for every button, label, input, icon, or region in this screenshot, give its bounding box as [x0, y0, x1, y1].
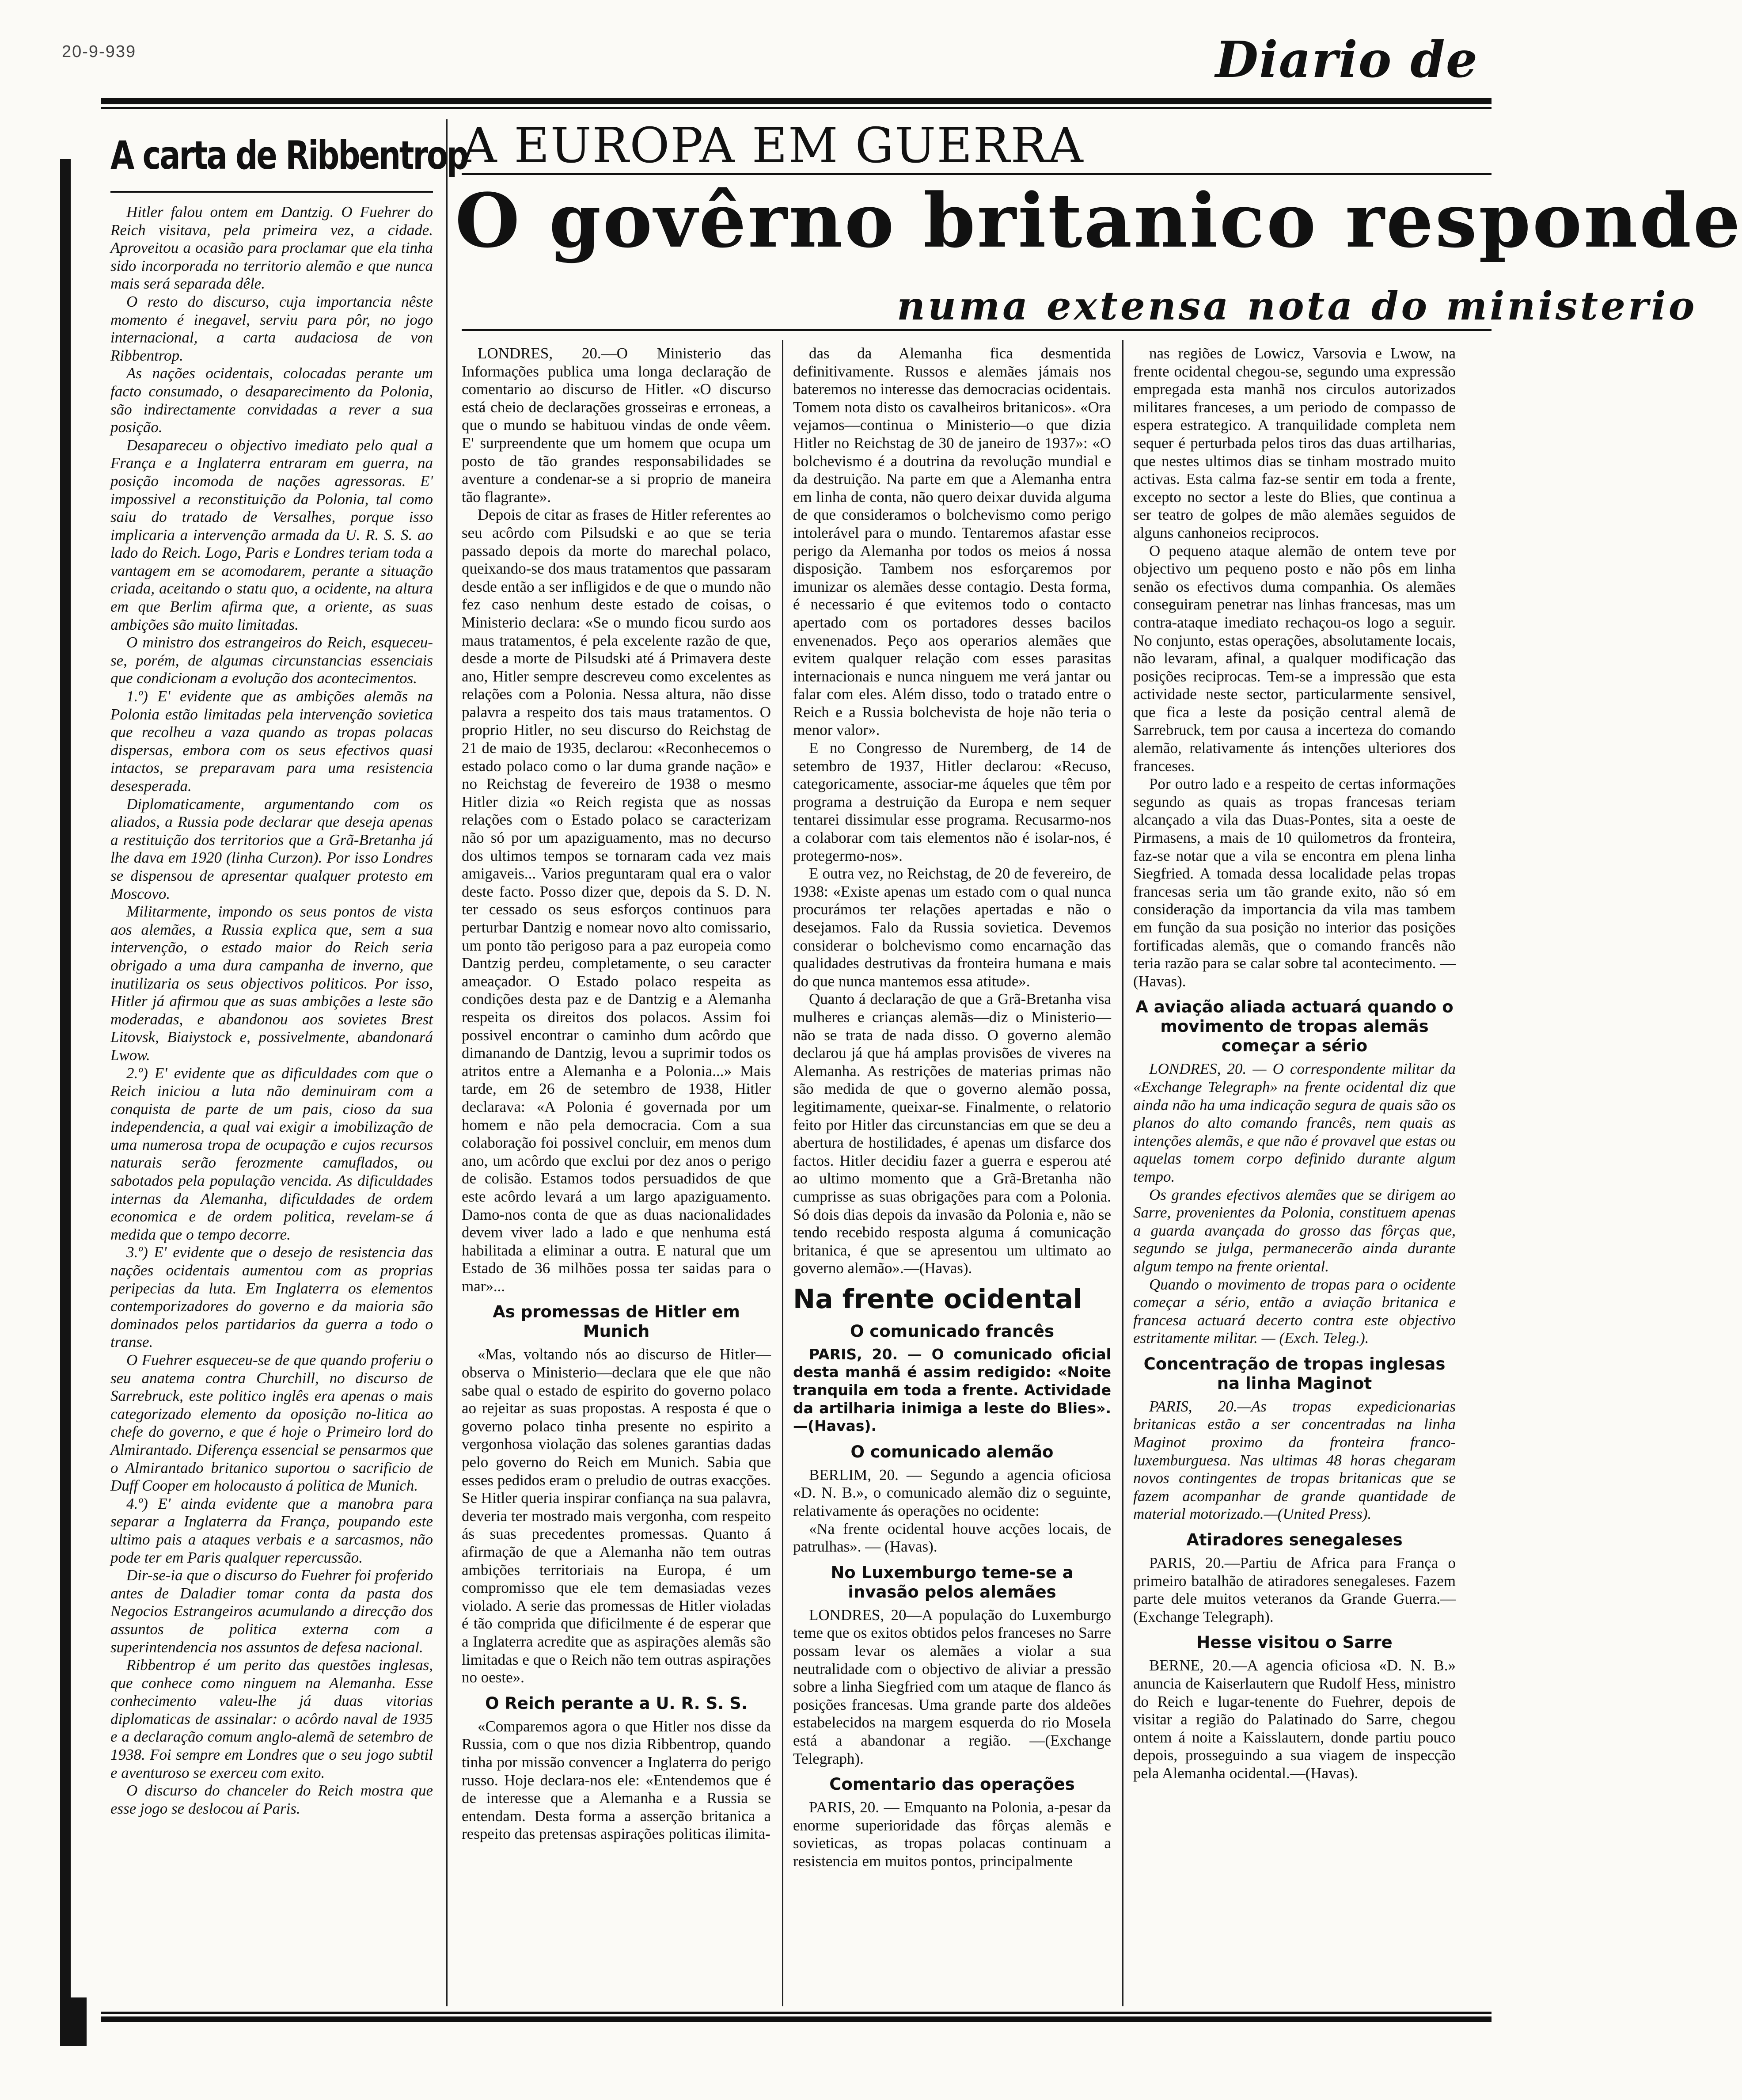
subheading-aviacao: A aviação aliada actuará quando o movimento de tropas alemãs começar a sério [1135, 997, 1454, 1056]
editorial-paragraph: As nações ocidentais, colocadas perante um facto consumado, o desaparecimento da Polonia, são indirectamente convidadas a rever a sua posição. [110, 365, 433, 436]
article-paragraph: Quanto á declaração de que a Grã-Bretanha visa mulheres e crianças alemãs—diz o Ministerio—não se trata de nada disso. O governo alemão declarou já que há amplas provisões de viveres na Alemanha. As restrições de materias primas não são medida de que o governo alemão possa, legitimamente, queixar-se. Finalmente, o relatorio feito por Hitler das circunstancias em que se deu a abertura de hostilidades, é apenas um disfarce dos factos. Hitler decidiu fazer a guerra e esperou até ao ultimo momento que a Grã-Bretanha não cumprisse as suas obrigações para com a Polonia. Só dois dias depois da invasão da Polonia e, não se tendo recebido resposta alguma á comunicação britanica, é que se apresentou um ultimato ao governo alemão».—(Havas). [793, 990, 1111, 1277]
luxemburgo-text: LONDRES, 20—A população do Luxemburgo teme que os exitos obtidos pelos franceses no Sarre possam levar os alemães a violar a sua neutralidade com o objectivo de aliviar a pressão sobre a linha Siegfried com um ataque de flanco ás posições francesas. Uma grande parte dos aldeões estabelecidos na margem esquerda do rio Mosela está a abandonar a região. —(Exchange Telegraph). [793, 1606, 1111, 1767]
section-heading-frente-ocidental: Na frente ocidental [793, 1283, 1082, 1315]
subhead-rule [462, 329, 1492, 331]
column-2 [462, 345, 771, 2006]
article-paragraph: Depois de citar as frases de Hitler referentes ao seu acôrdo com Pilsudski e ao que se teria passado depois da morte do marechal polaco, queixando-se dos maus tratamentos que passaram desde então a ser infligidos e de que o mundo não fez caso nenhum deste estado de coisas, o Ministerio declara: «Se o mundo ficou surdo aos maus tratamentos, é pela excelente razão de que, desde a morte de Pilsudski até á Primavera deste ano, Hitler sempre descreveu como excelentes as relações com a Polonia. Nessa altura, não disse palavra a respeito dos tais maus tratamentos. O proprio Hitler, no seu discurso do Reichstag de 21 de maio de 1935, declarou: «Reconhecemos o estado polaco como o lar duma grande nação» e no Reichstag de fevereiro de 1938 o mesmo Hitler dizia «o Reich regista que as nossas relações com o Estado polaco se caracterizam não só por um apaziguamento, mas no decurso dos ultimos tempos se tornaram cada vez mais amigaveis... Varios preguntaram qual era o valor deste facto. Posso dizer que, depois da S. D. N. ter cessado os seus esforços continuos para perturbar Dantzig e nomear novo alto comissario, um ponto tão perigoso para a paz europeia como Dantzig perdeu, completamente, o seu caracter ameaçador. O Estado polaco respeita as condições desta paz e de Dantzig e a Alemanha respeita os direitos dos polacos. Assim foi possivel encontrar o caminho dum acôrdo que dimanando de Dantzig, levou a suprimir todos os atritos entre a Alemanha e a Polonia...» Mais tarde, em 26 de setembro de 1938, Hitler declarava: «A Polonia é governada por um homem e não pela democracia. Com a sua colaboração foi possivel concluir, em menos dum ano, um acôrdo que exclui por dez anos o perigo de colisão. Estamos todos persuadidos de que este acôrdo levará a um largo apaziguamento. Damo-nos conta de que as duas nacionalidades devem viver lado a lado e que nenhuma está habilitada a eliminar a outra. E natural que um Estado de 36 milhões possa ter saidas para o mar»... [462, 506, 771, 1295]
editorial-paragraph: 1.º) E' evidente que as ambições alemãs na Polonia estão limitadas pela intervenção sovietica que recolheu a vaza quando as tropas polacas dispersas, embora com os seus efectivos quasi intactos, se preparavam para uma resistencia desesperada. [110, 688, 433, 795]
subheading-senegaleses: Atiradores senegaleses [1186, 1530, 1403, 1550]
column-2-body [462, 345, 771, 1295]
main-headline: O govêrno britanico responde [455, 177, 1742, 264]
editorial-paragraph: Militarmente, impondo os seus pontos de vista aos alemães, a Russia explica que, sem a sua intervenção, o estado maior do Reich seria obrigado a uma dura campanha de inverno, que inutilizaria os seus objectivos politicos. Por isso, Hitler já afirmou que as suas ambições a leste são moderadas, e abandonou aos sovietes Brest Litovsk, Biaiystock e, possivelmente, abandonará Lwow. [110, 903, 433, 1064]
editorial-paragraph: Desapareceu o objectivo imediato pelo qual a França e a Inglaterra entraram em guerra, na posição incomoda de nações agressoras. E' impossivel a reconstituição da Polonia, tal como saiu do tratado de Versalhes, porque isso implicaria a intervenção armada da U. R. S. S. ao lado do Reich. Logo, Paris e Londres teriam toda a vantagem em se acomodarem, perante a situação criada, aceitando o statu quo, a ocidente, na altura em que Berlim afirma que, a oriente, as suas ambições são muito limitadas. [110, 436, 433, 633]
aviacao-text [1133, 1060, 1456, 1347]
section-heading-munich: As promessas de Hitler em Munich [493, 1302, 740, 1341]
subheading-hess: Hesse visitou o Sarre [1196, 1633, 1393, 1652]
editorial-paragraph: 3.º) E' evidente que o desejo de resistencia das nações ocidentais aumentou com as proprias peripecias da luta. Em Inglaterra os elementos contemporizadores do governo e da maioria são dominados pelos partidarios da guerra a todo o transe. [110, 1244, 433, 1351]
hess-text: BERNE, 20.—A agencia oficiosa «D. N. B.» anuncia de Kaiserlautern que Rudolf Hess, ministro do Reich e lugar-tenente do Fuehrer, depois de visitar a região do Palatinado do Sarre, chegou ontem á noite a Kaisslautern, donde partiu pouco depois, prosseguindo a sua viagem de inspecção pela Alemanha ocidental.—(Havas). [1133, 1657, 1456, 1782]
column-4-body [1133, 345, 1456, 990]
column-4 [1133, 345, 1456, 2006]
editorial-paragraph: 2.º) E' evidente que as dificuldades com que o Reich iniciou a luta não deminuiram com a conquista de parte de um pais, cioso da sua independencia, a qual vai exigir a imobilização de uma numerosa tropa de ocupação e cujos recursos naturais serão ferozmente camuflados, ou sabotados pela população vencida. As dificuldades internas da Alemanha, dificuldades de ordem economica e de ordem politica, revelam-se á medida que o tempo decorre. [110, 1064, 433, 1243]
article-paragraph: E outra vez, no Reichstag, de 20 de fevereiro, de 1938: «Existe apenas um estado com o qual nunca procurámos ter relações apertadas e não o desejamos. Falo da Russia sovietica. Devemos considerar o bolchevismo como encarnação das qualidades destrutivas da fronteira humana e mais do que nunca mantemos essa atitude». [793, 865, 1111, 990]
article-paragraph: nas regiões de Lowicz, Varsovia e Lwow, na frente ocidental chegou-se, segundo uma expressão empregada esta manhã nos circulos autorizados militares franceses, a um periodo de compasso de espera estrategico. A tranquilidade completa nem sequer é perturbada pelos tiros das duas artilharias, que nestes ultimos dias se tinham mostrado muito activas. Esta calma faz-se sentir em toda a frente, excepto no sector a leste do Blies, que continua a ser teatro de golpes de mão alemães seguidos de alguns canhoneios reciprocos. [1133, 345, 1456, 541]
article-paragraph: Quando o movimento de tropas para o ocidente começar a sério, então a aviação britanica e francesa actuará decerto contra este objectivo estritamente militar. — (Exch. Teleg.). [1133, 1275, 1456, 1347]
article-paragraph: BERLIM, 20. — Segundo a agencia oficiosa «D. N. B.», o comunicado alemão diz o seguinte, relativamente ás operações no ocidente: [793, 1466, 1111, 1520]
senegaleses-text: PARIS, 20.—Partiu de Africa para França o primeiro batalhão de atiradores senegaleses. Fazem parte dele muitos veteranos da Grande Guerra.— (Exchange Telegraph). [1133, 1554, 1456, 1625]
page-date: 20-9-939 [62, 42, 137, 61]
section-heading-urss: O Reich perante a U. R. S. S. [485, 1693, 748, 1713]
article-paragraph: LONDRES, 20. — O correspondente militar da «Exchange Telegraph» na frente ocidental diz que ainda não ha uma indicação segura de quais são os planos do alto comando francês, nem quais as intenções alemãs, e que não é provavel que estas ou aquelas tomem corpo definido durante algum tempo. [1133, 1060, 1456, 1185]
column-3 [793, 345, 1111, 2006]
subheading-comunicado-frances: O comunicado francês [850, 1321, 1054, 1341]
editorial-paragraph: 4.º) E' ainda evidente que a manobra para separar a Inglaterra da França, poupando este ultimo pais a ataques verbais e a sarcasmos, não pode ter em Paris qualquer repercussão. [110, 1495, 433, 1566]
editorial-paragraph: O Fuehrer esqueceu-se de que quando proferiu o seu anatema contra Churchill, no discurso de Sarrebruck, este politico inglês era apenas o mais categorizado elemento da oposição no-litica ao chefe do governo, e que é hoje o Primeiro lord do Almirantado. Diferença essencial se pensarmos que o Almirantado britanico suportou o sacrificio de Duff Cooper em holocausto á politica de Munich. [110, 1351, 433, 1495]
editorial-paragraph: Diplomaticamente, argumentando com os aliados, a Russia pode declarar que deseja apenas a restituição dos territorios que a Grã-Bretanha já lhe dava em 1920 (linha Curzon). Por isso Londres se dispensou de apresentar qualquer protesto em Moscovo. [110, 795, 433, 902]
article-paragraph: O pequeno ataque alemão de ontem teve por objectivo um pequeno posto e não pôs em linha senão os efectivos duma companhia. Os alemães conseguiram penetrar nas linhas francesas, mas um contra-ataque imediato rechaçou-os logo a seguir. No conjunto, estas operações, absolutamente locais, não levaram, afinal, a qualquer modificação das posições reciprocas. Tem-se a impressão que esta actividade neste sector, particularmente sensivel, que fica a leste da posição central alemã de Sarrebruck, tem por causa a incerteza do comando alemão, relativamente ás intenções ulteriores dos franceses. [1133, 542, 1456, 775]
maginot-text: PARIS, 20.—As tropas expedicionarias britanicas estão a ser concentradas na linha Maginot proximo da fronteira franco-luxemburguesa. Nas ultimas 48 horas chegaram novos contingentes de tropas britanicas que se fazem acompanhar de grande quantidade de material motorizado.—(United Press). [1133, 1397, 1456, 1523]
section-kicker: A EUROPA EM GUERRA [462, 117, 1084, 174]
column-3-body [793, 345, 1111, 1278]
article-paragraph: LONDRES, 20.—O Ministerio das Informações publica uma longa declaração de comentario ao discurso de Hitler. «O discurso está cheio de declarações grosseiras e erroneas, a que o mundo se habituou vindas de onde vêem. E' surpreendente que um homem que ocupa um posto de tão grandes responsabilidades se aventure a condenar-se a si proprio de maneira tão flagrante». [462, 345, 771, 506]
editorial-paragraph: Ribbentrop é um perito das questões inglesas, que conhece como ninguem na Alemanha. Esse conhecimento valeu-lhe já duas vitorias diplomaticas de assinalar: o acôrdo naval de 1935 e a declaração comum anglo-alemã de setembro de 1938. Foi sempre em Londres que o seu jogo subtil e aventuroso se exerceu com exito. [110, 1656, 433, 1781]
editorial-paragraph: O resto do discurso, cuja importancia nêste momento é inegavel, serviu para pôr, no jogo internacional, a carta audaciosa de von Ribbentrop. [110, 293, 433, 364]
subheading-luxemburgo: No Luxemburgo teme-se a invasão pelos alemães [831, 1563, 1074, 1602]
subheading-maginot: Concentração de tropas inglesas na linha Maginot [1143, 1354, 1446, 1393]
subheading-operacoes: Comentario das operações [829, 1775, 1075, 1794]
article-paragraph: «Na frente ocidental houve acções locais, de patrulhas». — (Havas). [793, 1520, 1111, 1556]
editorial-paragraph: Dir-se-ia que o discurso do Fuehrer foi proferido antes de Daladier tomar conta da pasta dos Negocios Estrangeiros acumulando a direcção dos assuntos de politica externa com a superintendencia nos assuntos de defesa nacional. [110, 1567, 433, 1656]
editorial-paragraph: O discurso do chanceler do Reich mostra que esse jogo se deslocou aí Paris. [110, 1782, 433, 1817]
article-paragraph: das da Alemanha fica desmentida definitivamente. Russos e alemães jámais nos bateremos no interesse das democracias ocidentais. Tomem nota disto os cavalheiros britanicos». «Ora vejamos—continua o Ministerio—o que dizia Hitler no Reichstag de 30 de janeiro de 1937»: «O bolchevismo é a doutrina da revolução mundial e da destruição. Na parte em que a Alemanha entra em linha de conta, não quero deixar duvida alguma de que consideramos o bolchevismo como perigo intolerável para o mundo. Tentaremos afastar esse perigo da Alemanha por todos os meios á nossa disposição. Tambem nos esforçaremos por imunizar os alemães desse contagio. Desta forma, é necessario é que evitemos todo o contacto apertado com os portadores desses bacilos envenenados. Peço aos operarios alemães que evitem qualquer relação com esses parasitas internacionais e nunca ninguem me verá jantar ou falar com eles. Além disso, todo o tratado entre o Reich e a Russia bolchevista de hoje não teria o menor valor». [793, 345, 1111, 739]
article-paragraph: Por outro lado e a respeito de certas informações segundo as quais as tropas francesas teriam alcançado a vila das Duas-Pontes, sita a oeste de Pirmasens, a mais de 10 quilometros da fronteira, faz-se notar que a vila se encontra em plena linha Siegfried. A tomada dessa localidade pelas tropas francesas seria um tão grande exito, não só em consideração da importancia da vila mas tambem em função da sua posição no interior das posições fortificadas alemãs, que o comando francês não teria razão para se calar sobre tal acontecimento. — (Havas). [1133, 775, 1456, 990]
article-paragraph: «Comparemos agora o que Hitler nos disse da Russia, com o que nos dizia Ribbentrop, quando tinha por missão convencer a Inglaterra do perigo russo. Hoje declara-nos ele: «Entendemos que é de interesse que a Alemanha e a Russia se entendam. Desta forma a asserção britanica a respeito das pretensas aspirações politicas ilimita- [462, 1717, 771, 1843]
article-paragraph: Os grandes efectivos alemães que se dirigem ao Sarre, provenientes da Polonia, constituem apenas a guarda avançada do grosso das fôrças que, segundo se julga, permanecerão ainda durante algum tempo na frente oriental. [1133, 1186, 1456, 1275]
article-paragraph: E no Congresso de Nuremberg, de 14 de setembro de 1937, Hitler declarou: «Recuso, categoricamente, associar-me áqueles que têm por programa a destruição da Europa e nem sequer tentarei dissimular esse programa. Recusarmo-nos a colaborar com tais elementos não é isolar-nos, é protegermo-nos». [793, 739, 1111, 864]
editorial-paragraph: O ministro dos estrangeiros do Reich, esqueceu-se, porém, de algumas circunstancias essenciais que condicionam a evolução dos acontecimentos. [110, 634, 433, 687]
sub-headline: numa extensa nota do ministerio [897, 283, 1697, 329]
comunicado-frances-text: PARIS, 20. — O comunicado oficial desta manhã é assim redigido: «Noite tranquila em toda a frente. Actividade da artilharia inimiga a leste do Blies». —(Havas). [793, 1345, 1111, 1435]
section-body-munich [462, 1346, 771, 1686]
section-body-urss [462, 1718, 771, 1843]
operacoes-text: PARIS, 20. — Emquanto na Polonia, a-pesar da enorme superioridade das fôrças alemãs e sovieticas, as tropas polacas continuam a resistencia em muitos pontos, principalmente [793, 1799, 1111, 1870]
comunicado-alemao-text [793, 1466, 1111, 1556]
article-paragraph: «Mas, voltando nós ao discurso de Hitler—observa o Ministerio—declara que ele que não sabe qual o estado de espirito do governo polaco ao rejeitar as suas propostas. A resposta é que o governo polaco tinha presente no espirito a vergonhosa violação das solenes garantias dadas pelo governo do Reich em Munich. Sabia que esses pedidos eram o preludio de outras exacções. Se Hitler queria inspirar confiança na sua palavra, deveria ter mostrado mais vergonha, com respeito ás suas precedentes promessas. Quanto á afirmação de que a Alemanha não tem outras ambições territoriais na Europa, é um compromisso que ele tem demasiadas vezes violado. A serie das promessas de Hitler violadas é tão comprida que dificilmente é de esperar que a Inglaterra acredite que as aspirações alemãs são limitadas e que o Reich não tem outras aspirações no oeste». [462, 1346, 771, 1686]
masthead: Diario de [1215, 31, 1478, 89]
editorial-title: A carta de Ribbentrop [110, 133, 468, 178]
editorial-paragraph: Hitler falou ontem em Dantzig. O Fuehrer do Reich visitava, pela primeira vez, a cidade. Aproveitou a ocasião para proclamar que ela tinha sido incorporada no territorio alemão e que nunca mais será separada dêle. [110, 203, 433, 293]
subheading-comunicado-alemao: O comunicado alemão [850, 1442, 1054, 1461]
